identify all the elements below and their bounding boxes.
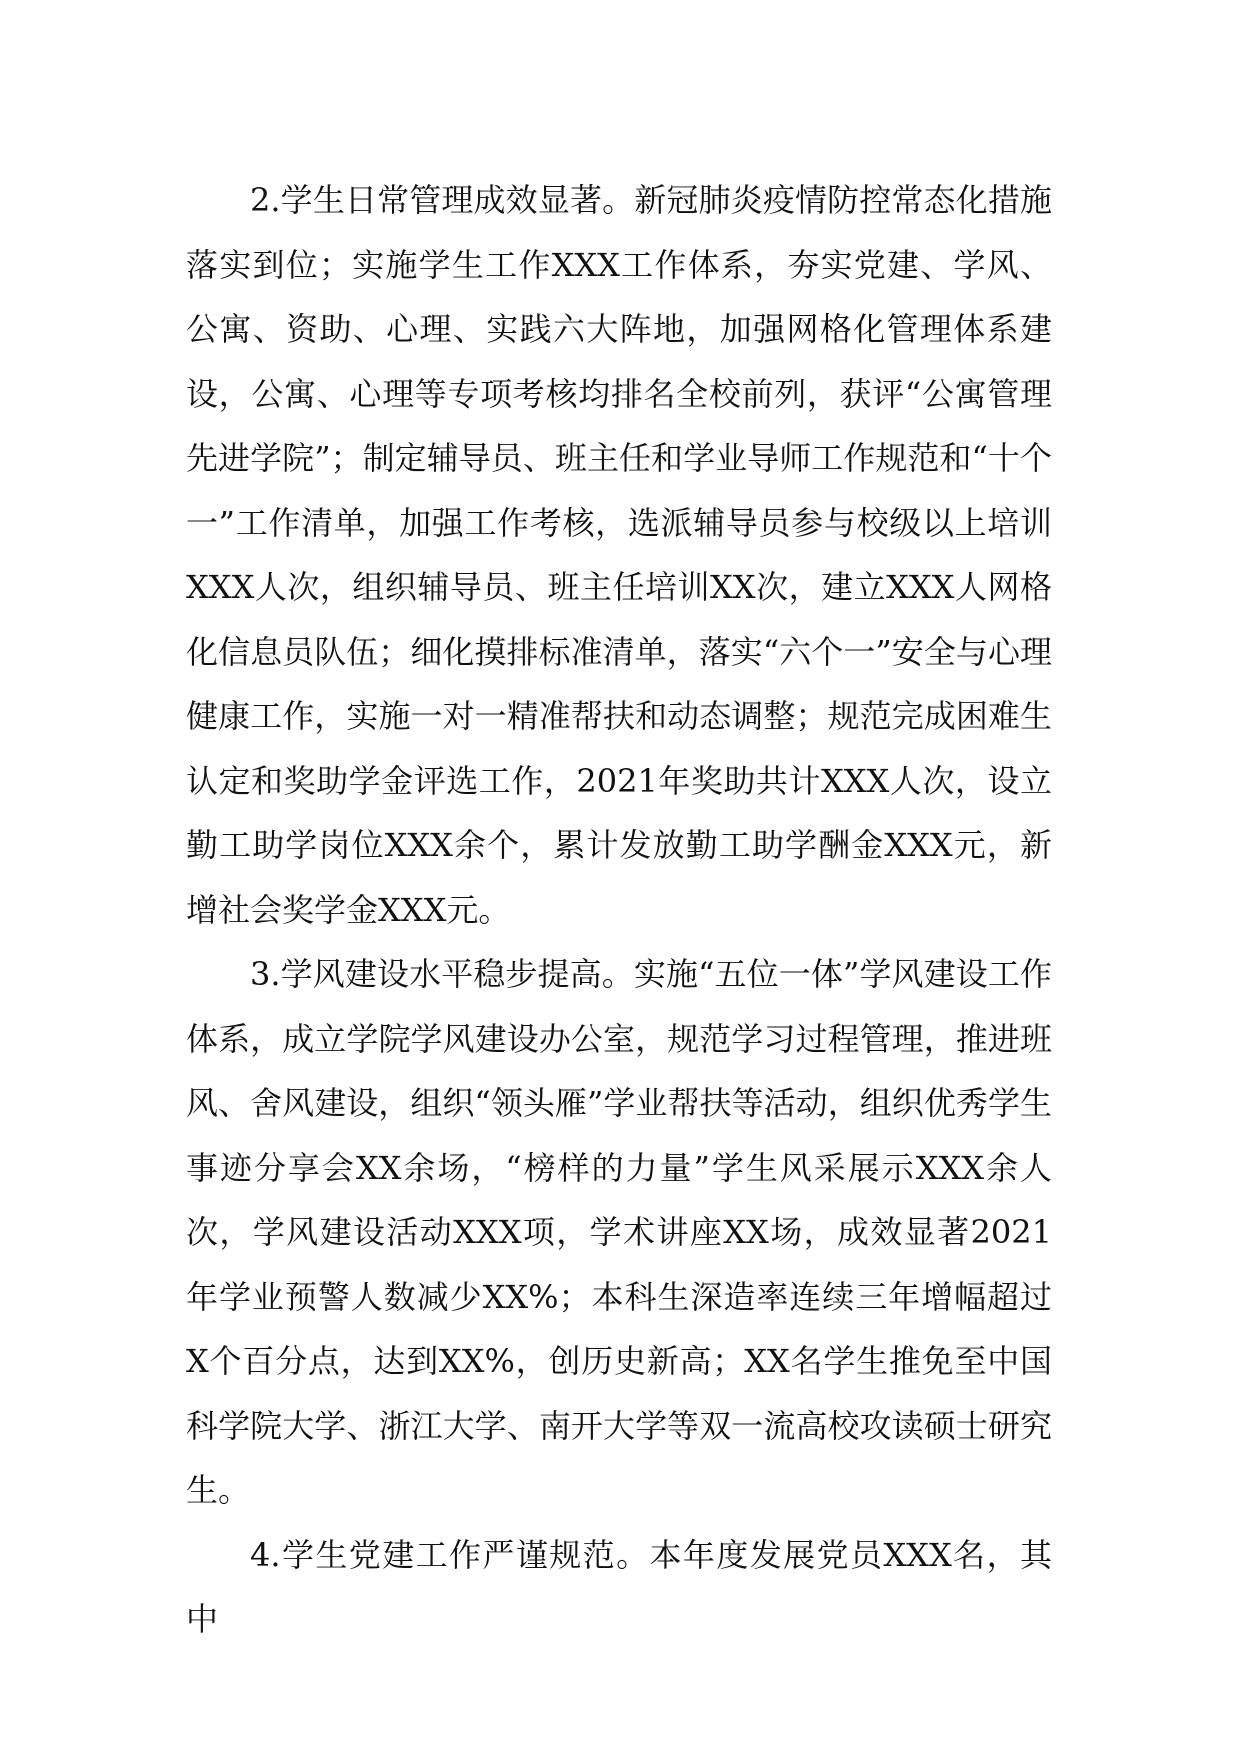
paragraph-student-management: 2.学生日常管理成效显著。新冠肺炎疫情防控常态化措施落实到位；实施学生工作XXX工作体系，夯实党建、学风、公寓、资助、心理、实践六大阵地，加强网格化管理体系建设，公寓、心理等专项考核均排名全校前列，获评“公寓管理先进学院”；制定辅导员、班主任和学业导师工作规范和“十个一”工作清单，加强工作考核，选派辅导员参与校级以上培训XXX人次，组织辅导员、班主任培训XX次，建立XXX人网格化信息员队伍；细化摸排标准清单，落实“六个一”安全与心理健康工作，实施一对一精准帮扶和动态调整；规范完成困难生认定和奖助学金评选工作，2021年奖助共计XXX人次，设立勤工助学岗位XXX余个，累计发放勤工助学酬金XXX元，新增社会奖学金XXX元。 (186, 181, 1052, 929)
paragraph-party-building: 4.学生党建工作严谨规范。本年度发展党员XXX名，其中 (186, 1535, 1052, 1638)
document-body (186, 168, 1052, 1652)
paragraph-study-style: 3.学风建设水平稳步提高。实施“五位一体”学风建设工作体系，成立学院学风建设办公室，规范学习过程管理，推进班风、舍风建设，组织“领头雁”学业帮扶等活动，组织优秀学生事迹分享会XX余场，“榜样的力量”学生风采展示XXX余人次，学风建设活动XXX项，学术讲座XX场，成效显著2021年学业预警人数减少XX%；本科生深造率连续三年增幅超过X个百分点，达到XX%，创历史新高；XX名学生推免至中国科学院大学、浙江大学、南开大学等双一流高校攻读硕士研究生。 (186, 955, 1052, 1509)
